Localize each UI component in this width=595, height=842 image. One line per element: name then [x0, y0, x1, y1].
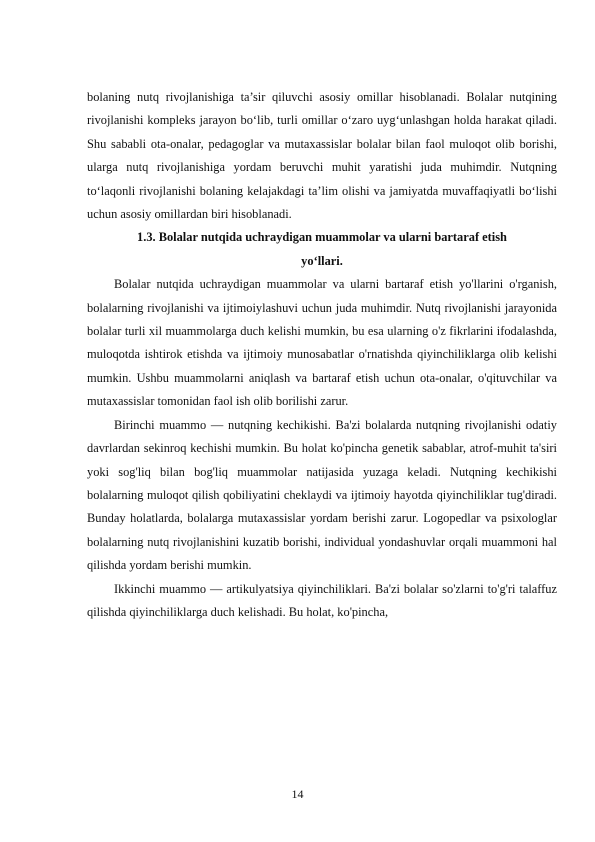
paragraph-2: Birinchi muammo — nutqning kechikishi. Ba'zi bolalarda nutqning rivojlanishi odatiy davrlardan sekinroq kechishi mumkin. Bu holat ko'pincha genetik sabablar, atrof-muhit ta'siri yoki sog'liq bilan bog'liq muammolar natijasida yuzaga keladi. Nutqning kechikishi bolalarning muloqot qilish qobiliyatini cheklaydi va ijtimoiy hayotda qiyinchiliklar tug'diradi. Bunday holatlarda, bolalarga mutaxassislar yordam berishi zarur. Logopedlar va psixologlar bolalarning nutq rivojlanishini kuzatib borishi, individual yondashuvlar orqali muammoni hal qilishda yordam berishi mumkin. [87, 417, 557, 573]
document-body [87, 86, 557, 624]
paragraph-1: Bolalar nutqida uchraydigan muammolar va ularni bartaraf etish yo'llarini o'rganish, bolalarning rivojlanishi va ijtimoiylashuvi uchun juda muhimdir. Nutq rivojlanishi jarayonida bolalar turli xil muammolarga duch kelishi mumkin, bu esa ularning o'z fikrlarini ifodalashda, muloqotda ishtirok etishda va ijtimoiy munosabatlar o'rnatishda qiyinchiliklarga olib kelishi mumkin. Ushbu muammolarni aniqlash va bartaraf etish uchun ota-onalar, o'qituvchilar va mutaxassislar tomonidan faol ish olib borilishi zarur. [87, 277, 557, 409]
paragraph-intro: bolaning nutq rivojlanishiga ta’sir qiluvchi asosiy omillar hisoblanadi. Bolalar nutqining rivojlanishi kompleks jarayon bo‘lib, turli omillar o‘zaro uyg‘unlashgan holda harakat qiladi. Shu sababli ota-onalar, pedagoglar va mutaxassislar bolalar bilan faol muloqot olib borishi, ularga nutq rivojlanishiga yordam beruvchi muhit yaratishi juda muhimdir. Nutqning to‘laqonli rivojlanishi bolaning kelajakdagi ta’lim olishi va jamiyatda muvaffaqiyatli bo‘lishi uchun asosiy omillardan biri hisoblanadi. [87, 90, 557, 222]
paragraph-3: Ikkinchi muammo — artikulyatsiya qiyinchiliklari. Ba'zi bolalar so'zlarni to'g'ri talaffuz qilishda qiyinchiliklarga duch kelishadi. Bu holat, ko'pincha, [87, 581, 557, 619]
page-number: 14 [291, 787, 304, 801]
section-heading-line-2: yo‘llari. [301, 253, 343, 268]
section-heading-line-1: 1.3. Bolalar nutqida uchraydigan muammolar va ularni bartaraf etish [137, 230, 507, 245]
section-heading [87, 226, 557, 273]
